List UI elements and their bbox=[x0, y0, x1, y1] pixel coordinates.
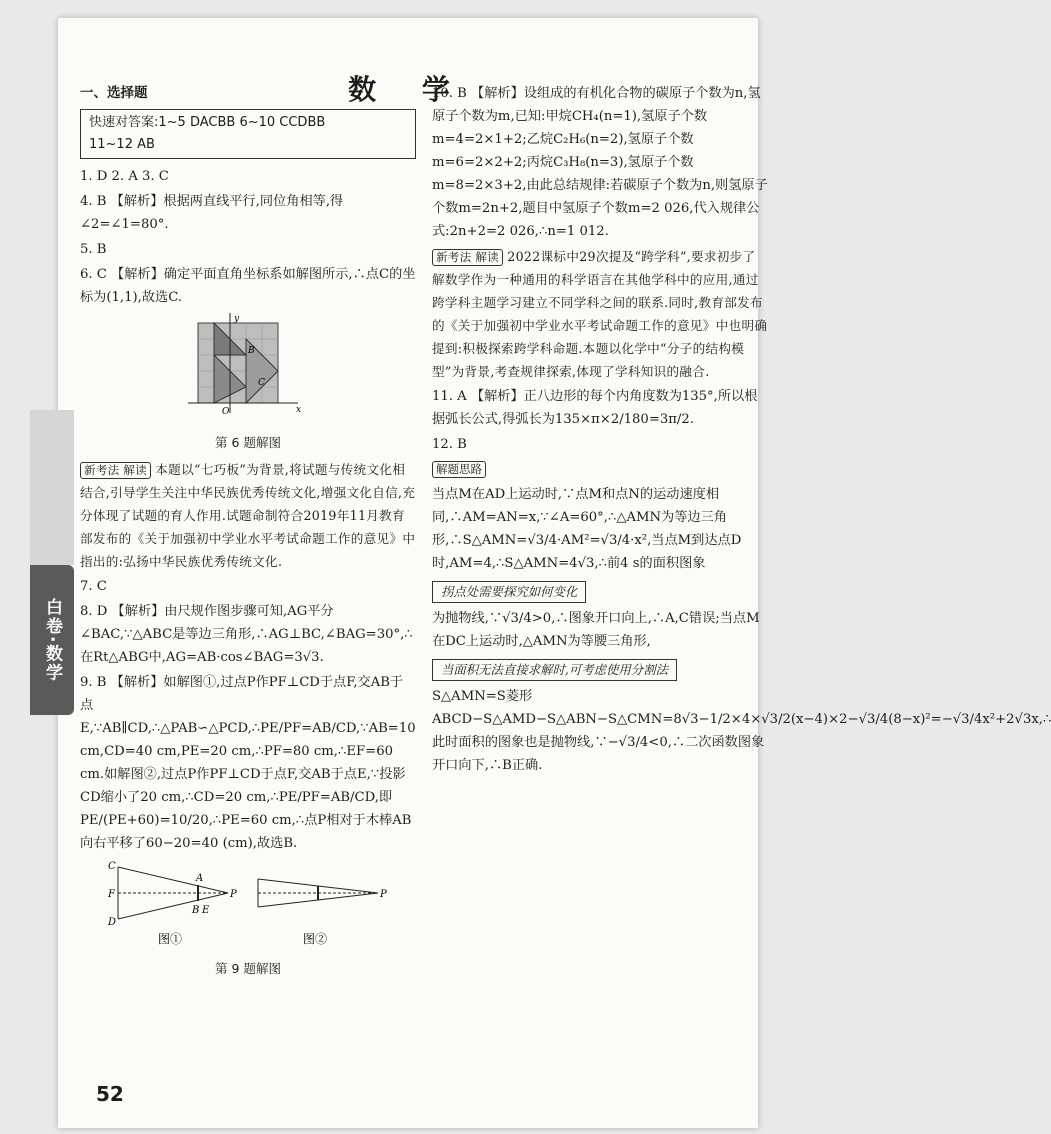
projection-figure bbox=[98, 859, 398, 949]
figure-6-caption: 第 6 题解图 bbox=[215, 435, 281, 450]
note-10-text: 2022课标中29次提及“跨学科”,要求初步了解数学作为一种通用的科学语言在其他学科中的应用,通过跨学科主题学习建立不同学科之间的联系.同时,教育部发布的《关于加强初中学业水平考试命题工作的意见》中也明确提到:积极探索跨学科命题.本题以化学中“分子的结构模型”为背景,考查规律探索,体现了学科知识的融合. bbox=[432, 249, 768, 379]
side-tab: 白卷·数学 bbox=[30, 565, 74, 715]
label-y: y bbox=[234, 314, 240, 324]
answer-5: 5. B bbox=[80, 242, 107, 257]
page-number: 52 bbox=[96, 1082, 124, 1106]
new-method-tag: 新考法 解读 bbox=[432, 249, 503, 266]
answer-12-part1: 当点M在AD上运动时,∵点M和点N的运动速度相同,∴AM=AN=x,∵∠A=60°,∴△AMN为等边三角形,∴S△AMN=√3/4·AM²=√3/4·x²,当点M到达点D时,AM=4,∴S△AMN=4√3,∴前4 s的面积图象 bbox=[432, 487, 742, 571]
note-6-text: 本题以“七巧板”为背景,将试题与传统文化相结合,引导学生关注中华民族优秀传统文化,增强文化自信,充分体现了试题的育人作用.试题命制符合2019年11月教育部发布的《关于加强初中学业水平考试命题工作的意见》中指出的:弘扬中华民族优秀传统文化. bbox=[80, 462, 416, 569]
answer-12-part2: 为抛物线,∵√3/4>0,∴图象开口向上,∴A,C错误;当点M在DC上运动时,△AMN为等腰三角形, bbox=[432, 611, 760, 649]
answer-9: 9. B 【解析】如解图①,过点P作PF⊥CD于点F,交AB于点E,∵AB∥CD,∴△PAB∽△PCD,∴PE/PF=AB/CD,∵AB=10 cm,CD=40 cm,PE=20 cm,∴PF=80 cm,∴EF=60 cm.如解图②,过点P作PF⊥CD于点F,交AB于点E,∵投影CD缩小了20 cm,∴CD=20 cm,∴PE/PF=AB/CD,即PE/(PE+60)=10/20,∴PE=60 cm,∴点P相对于木棒AB向右平移了60−20=40 (cm),故选B. bbox=[80, 675, 416, 851]
fig9-label-d: D bbox=[108, 917, 117, 928]
fig9-2-label: 图② bbox=[303, 932, 328, 946]
solution-idea-tag: 解题思路 bbox=[432, 461, 486, 478]
answer-12-part3: S△AMN=S菱形ABCD−S△AMD−S△ABN−S△CMN=8√3−1/2×4×√3/2(x−4)×2−√3/4(8−x)²=−√3/4x²+2√3x,∴此时面积的图象也是抛物线,∵−√3/4<0,∴二次函数图象开口向下,∴B正确. bbox=[432, 689, 1051, 773]
fig9-label-p: P bbox=[230, 889, 237, 900]
answer-4: 4. B 【解析】根据两直线平行,同位角相等,得∠2=∠1=80°. bbox=[80, 194, 344, 232]
right-column bbox=[432, 82, 1051, 779]
fig9-label-p2: P bbox=[380, 889, 387, 900]
fig9-label-a: A bbox=[196, 873, 204, 884]
left-column bbox=[80, 82, 416, 984]
label-c: C bbox=[258, 378, 265, 388]
answer-6: 6. C 【解析】确定平面直角坐标系如解图所示,∴点C的坐标为(1,1),故选C. bbox=[80, 267, 416, 305]
page-title: 数 学 bbox=[348, 73, 468, 106]
fig9-label-c: C bbox=[108, 861, 116, 872]
new-method-tag: 新考法 解读 bbox=[80, 462, 151, 479]
fig9-1-label: 图① bbox=[158, 932, 183, 946]
note-6 bbox=[80, 458, 416, 573]
quick-answer-line: 11~12 AB bbox=[89, 137, 155, 152]
answer-10: 10. B 【解析】设组成的有机化合物的碳原子个数为n,氢原子个数为m,已知:甲烷CH₄(n=1),氢原子个数m=4=2×1+2;乙烷C₂H₆(n=2),氢原子个数m=6=2×2+2;丙烷C₃H₈(n=3),氢原子个数m=8=2×3+2,由此总结规律:若碳原子个数为n,则氢原子个数m=2n+2,题目中氢原子个数m=2 026,代入规律公式:2n+2=2 026,∴n=1 012. bbox=[432, 86, 768, 239]
note-10 bbox=[432, 245, 768, 383]
answer-11: 11. A 【解析】正八边形的每个内角度数为135°,所以根据弧长公式,得弧长为135×π×2/180=3π/2. bbox=[432, 389, 758, 427]
figure-6 bbox=[80, 313, 416, 454]
answer-7: 7. C bbox=[80, 579, 107, 594]
figure-9 bbox=[80, 859, 416, 980]
side-strip bbox=[30, 410, 74, 565]
label-x: x bbox=[296, 405, 302, 415]
answer-1-3: 1. D 2. A 3. C bbox=[80, 169, 169, 184]
quick-answer-box bbox=[80, 109, 416, 159]
answer-12: 12. B bbox=[432, 437, 467, 452]
fig9-label-e: E bbox=[202, 905, 210, 916]
label-o: O bbox=[222, 407, 230, 417]
section-heading: 一、选择题 bbox=[80, 85, 148, 101]
answer-8: 8. D 【解析】由尺规作图步骤可知,AG平分∠BAC,∵△ABC是等边三角形,∴AG⊥BC,∠BAG=30°,∴在Rt△ABG中,AG=AB·cos∠BAG=3√3. bbox=[80, 604, 413, 665]
fig9-label-f: F bbox=[108, 889, 115, 900]
label-b: B bbox=[248, 346, 255, 356]
handwritten-note-1: 拐点处需要探究如何变化 bbox=[432, 581, 586, 603]
fig9-label-b: B bbox=[192, 905, 200, 916]
tangram-grid-figure bbox=[188, 313, 308, 423]
figure-9-caption: 第 9 题解图 bbox=[215, 961, 281, 976]
handwritten-note-2: 当面积无法直接求解时,可考虑使用分割法 bbox=[432, 659, 677, 681]
quick-answer-line: 快速对答案:1~5 DACBB 6~10 CCDBB bbox=[89, 115, 326, 130]
